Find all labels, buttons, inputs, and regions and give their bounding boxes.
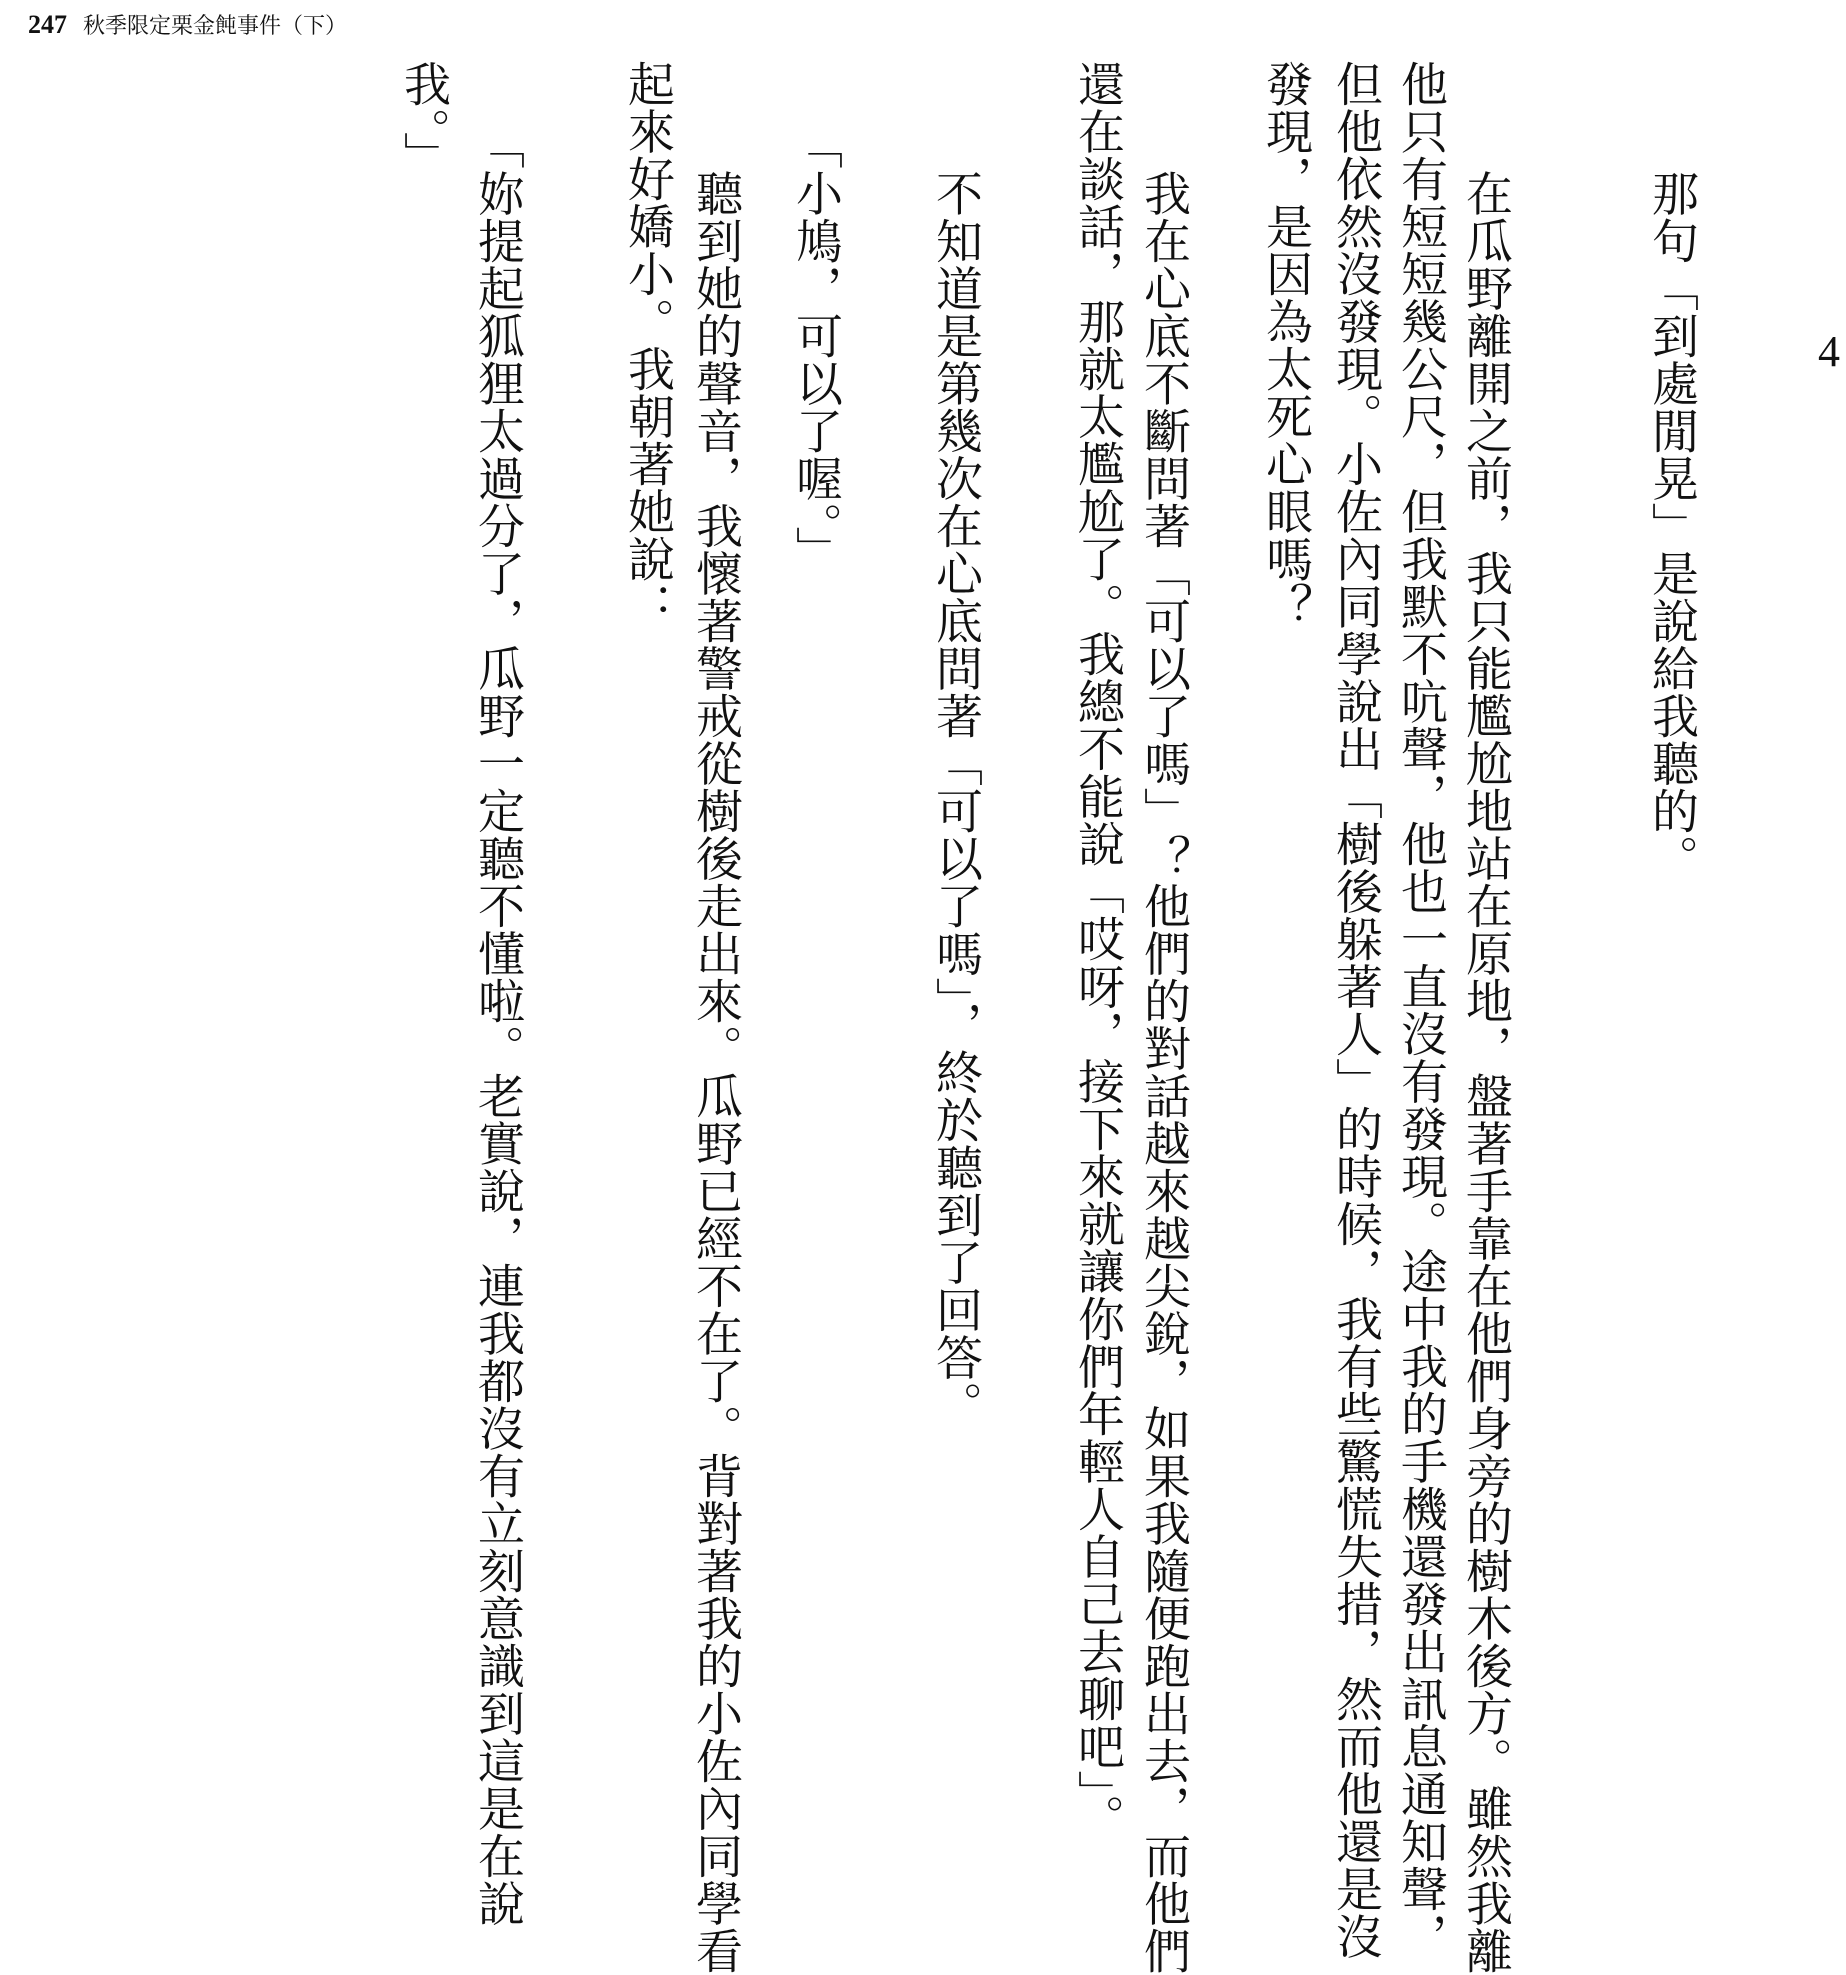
chapter-number: 4: [1818, 327, 1840, 376]
text-column-13: 我。」: [396, 60, 451, 179]
text-column-10: 聽到她的聲音，我懷著警戒從樹後走出來。瓜野已經不在了。背對著我的小佐內同學看: [688, 122, 743, 1975]
running-header: [28, 8, 347, 42]
text-column-6: 我在心底不斷問著「可以了嗎」？他們的對話越來越尖銳，如果我隨便跑出去，而他們: [1136, 122, 1191, 1975]
text-column-3: 他只有短短幾公尺，但我默不吭聲，他也一直沒有發現。途中我的手機還發出訊息通知聲，: [1393, 60, 1448, 1960]
text-column-12: 「妳提起狐狸太過分了，瓜野一定聽不懂啦。老實說，連我都沒有立刻意識到這是在說: [470, 122, 525, 1927]
text-column-2: 在瓜野離開之前，我只能尷尬地站在原地，盤著手靠在他們身旁的樹木後方。雖然我離: [1458, 122, 1513, 1975]
text-column-9: 「小鳩，可以了喔。」: [788, 122, 843, 574]
page-number: 247: [28, 10, 67, 39]
text-column-8: 不知道是第幾次在心底問著「可以了嗎」，終於聽到了回答。: [928, 122, 983, 1429]
text-column-11: 起來好嬌小。我朝著她說：: [620, 60, 675, 630]
text-column-1: 那句「到處閒晃」是說給我聽的。: [1644, 122, 1699, 882]
text-column-4: 但他依然沒發現。小佐內同學說出「樹後躲著人」的時候，我有些驚慌失措，然而他還是沒: [1328, 60, 1383, 1960]
book-title: 秋季限定栗金飩事件（下）: [83, 14, 348, 39]
text-column-5: 發現，是因為太死心眼嗎？: [1258, 60, 1313, 630]
text-column-7: 還在談話，那就太尷尬了。我總不能說「哎呀，接下來就讓你們年輕人自己去聊吧」。: [1070, 60, 1125, 1842]
